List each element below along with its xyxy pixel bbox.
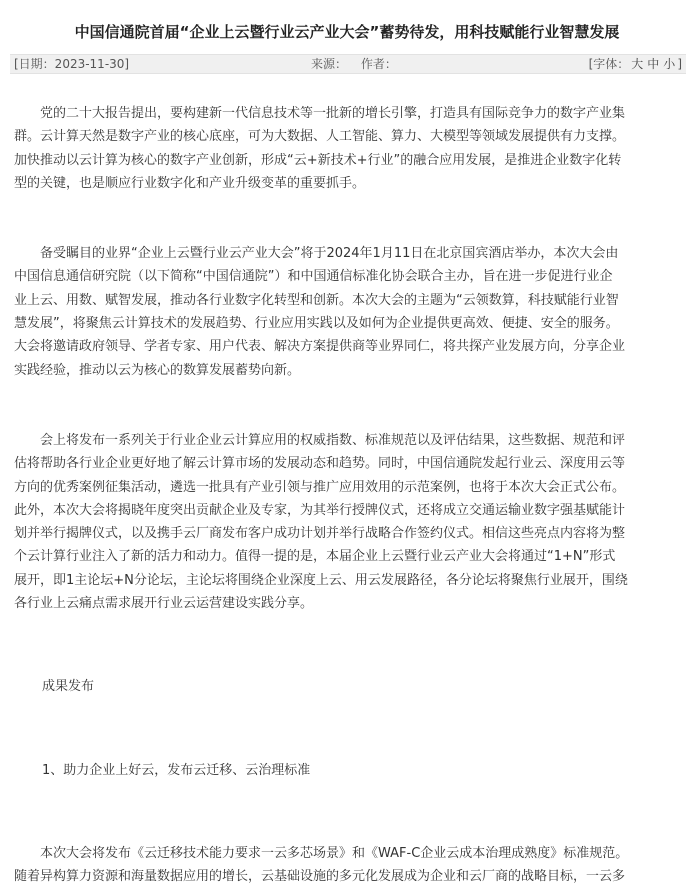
paragraph-line: 个云计算行业注入了新的活力和动力。值得一提的是，本届企业上云暨行业云产业大会将通过“1+N”形式	[14, 549, 616, 565]
paragraph-line: 估将帮助各行业企业更好地了解云计算市场的发展动态和趋势。同时，中国信通院发起行业云、深度用云等	[14, 456, 626, 472]
paragraph-line: 备受瞩目的业界“企业上云暨行业云产业大会”将于2024年1月11日在北京国宾酒店举办，本次大会由	[40, 246, 619, 262]
paragraph-line: 慧发展”，将聚焦云计算技术的发展趋势、行业应用实践以及如何为企业提供更高效、便捷、安全的服务。	[14, 316, 619, 332]
author-label: 作者：	[360, 57, 397, 71]
paragraph-3	[14, 429, 684, 615]
paragraph-line: 中国信息通信研究院（以下简称“中国信通院”）和中国通信标准化协会联合主办，旨在进一步促进行业企	[14, 269, 613, 285]
paragraph-line: 型的关键，也是顺应行业数字化和产业升级变革的重要抓手。	[14, 175, 366, 191]
paragraph-1	[14, 102, 684, 195]
paragraph-line: 会上将发布一系列关于行业企业云计算应用的权威指数、标准规范以及评估结果，这些数据、规范和评	[40, 432, 626, 448]
paragraph-line: 实践经验，推动以云为核心的数算发展蓄势向新。	[14, 362, 301, 378]
font-size-close: ]	[677, 57, 682, 71]
paragraph-line: 业上云、用数、赋智发展，推动各行业数字化转型和创新。本次大会的主题为“云领数算，科技赋能行业智	[14, 292, 619, 308]
article-meta-bar	[10, 54, 686, 74]
paragraph-line: 展开，即1主论坛+N分论坛，主论坛将围绕企业深度上云、用云发展路径，各分论坛将聚焦行业展开，围绕	[14, 572, 628, 588]
sub-heading: 1、助力企业上好云，发布云迁移、云治理标准	[42, 762, 311, 778]
paragraph-4	[14, 842, 684, 889]
font-size-medium-button[interactable]: 中	[647, 57, 660, 71]
article-title: 中国信通院首届“企业上云暨行业云产业大会”蓄势待发，用科技赋能行业智慧发展	[74, 23, 620, 41]
article-body	[14, 102, 684, 889]
paragraph-line: 党的二十大报告提出，要构建新一代信息技术等一批新的增长引擎，打造具有国际竞争力的数字产业集	[40, 106, 626, 121]
paragraph-2	[14, 242, 684, 382]
paragraph-line: 此外，本次大会将揭晓年度突出贡献企业及专家，为其举行授牌仪式，还将成立交通运输业数字强基赋能计	[14, 502, 626, 518]
paragraph-line: 加快推动以云计算为核心的数字产业创新，形成“云+新技术+行业”的融合应用发展，是推进企业数字化转	[14, 152, 622, 168]
paragraph-line: 随着异构算力资源和海量数据应用的增长，云基础设施的多元化发展成为企业和云厂商的战略目标，一云多	[14, 869, 626, 885]
font-size-switcher	[589, 55, 682, 73]
paragraph-line: 群。云计算天然是数字产业的核心底座，可为大数据、人工智能、算力、大模型等领域发展提供有力支撑。	[14, 129, 626, 145]
article-source-author	[311, 55, 407, 73]
font-size-small-button[interactable]: 小	[663, 57, 676, 71]
font-size-label: [字体：	[588, 57, 630, 71]
paragraph-line: 本次大会将发布《云迁移技术能力要求一云多芯场景》和《WAF-C企业云成本治理成熟度》标准规范。	[40, 845, 629, 861]
section-heading: 成果发布	[42, 679, 95, 695]
paragraph-line: 各行业上云痛点需求展开行业云运营建设实践分享。	[14, 596, 314, 612]
paragraph-line: 划并举行揭牌仪式，以及携手云厂商发布客户成功计划并举行战略合作签约仪式。相信这些亮点内容将为整	[14, 526, 626, 542]
source-label: 来源：	[311, 57, 348, 71]
article-date: [日期：2023-11-30]	[14, 57, 130, 71]
font-size-large-button[interactable]: 大	[631, 57, 644, 71]
paragraph-line: 大会将邀请政府领导、学者专家、用户代表、解决方案提供商等业界同仁，将共探产业发展方向，分享企业	[14, 339, 626, 355]
paragraph-line: 方向的优秀案例征集活动，遴选一批具有产业引领与推广应用效用的示范案例，也将于本次大会正式公布。	[14, 479, 626, 495]
